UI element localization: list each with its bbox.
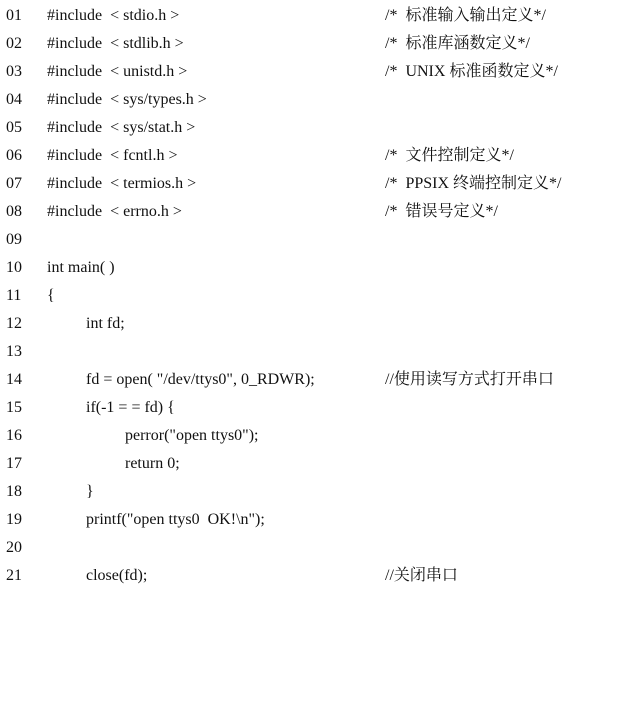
line-number: 20	[6, 539, 22, 556]
code-line-17	[0, 450, 619, 478]
code-text: #include < errno.h >	[47, 203, 182, 220]
line-number: 02	[6, 35, 22, 52]
line-number: 05	[6, 119, 22, 136]
code-text: perror("open ttys0");	[125, 427, 259, 444]
line-number: 04	[6, 91, 22, 108]
code-comment: //使用读写方式打开串口	[385, 371, 554, 388]
line-number: 07	[6, 175, 22, 192]
line-number: 01	[6, 7, 22, 24]
code-line-14	[0, 366, 619, 394]
code-line-13	[0, 338, 619, 366]
code-line-01	[0, 2, 619, 30]
code-line-04	[0, 86, 619, 114]
code-text: #include < stdio.h >	[47, 7, 180, 24]
code-line-15	[0, 394, 619, 422]
code-line-12	[0, 310, 619, 338]
code-text: int main( )	[47, 259, 115, 276]
code-comment: //关闭串口	[385, 567, 458, 584]
line-number: 19	[6, 511, 22, 528]
code-text: #include < sys/types.h >	[47, 91, 207, 108]
code-line-16	[0, 422, 619, 450]
code-line-08	[0, 198, 619, 226]
code-text: #include < unistd.h >	[47, 63, 188, 80]
code-line-11	[0, 282, 619, 310]
code-text: {	[47, 287, 55, 304]
code-line-02	[0, 30, 619, 58]
code-line-18	[0, 478, 619, 506]
line-number: 13	[6, 343, 22, 360]
code-comment: /* 错误号定义*/	[385, 203, 498, 220]
code-line-07	[0, 170, 619, 198]
code-text: fd = open( "/dev/ttys0", 0_RDWR);	[86, 371, 315, 388]
line-number: 08	[6, 203, 22, 220]
code-comment: /* UNIX 标准函数定义*/	[385, 63, 558, 80]
code-text: }	[86, 483, 94, 500]
code-text: #include < sys/stat.h >	[47, 119, 196, 136]
line-number: 16	[6, 427, 22, 444]
line-number: 18	[6, 483, 22, 500]
code-line-19	[0, 506, 619, 534]
line-number: 09	[6, 231, 22, 248]
line-number: 11	[6, 287, 22, 304]
code-line-06	[0, 142, 619, 170]
code-line-03	[0, 58, 619, 86]
line-number: 17	[6, 455, 22, 472]
line-number: 03	[6, 63, 22, 80]
code-comment: /* 标准库涵数定义*/	[385, 35, 530, 52]
line-number: 21	[6, 567, 22, 584]
line-number: 10	[6, 259, 22, 276]
code-text: #include < fcntl.h >	[47, 147, 178, 164]
code-text: return 0;	[125, 455, 180, 472]
code-text: #include < stdlib.h >	[47, 35, 184, 52]
code-comment: /* 文件控制定义*/	[385, 147, 514, 164]
code-comment: /* PPSIX 终端控制定义*/	[385, 175, 562, 192]
line-number: 15	[6, 399, 22, 416]
code-text: printf("open ttys0 OK!\n");	[86, 511, 265, 528]
code-text: if(-1 = = fd) {	[86, 399, 175, 416]
code-comment: /* 标准输入输出定义*/	[385, 7, 546, 24]
code-line-21	[0, 562, 619, 590]
code-text: #include < termios.h >	[47, 175, 197, 192]
code-line-20	[0, 534, 619, 562]
code-text: close(fd);	[86, 567, 148, 584]
code-line-10	[0, 254, 619, 282]
code-text: int fd;	[86, 315, 125, 332]
code-line-09	[0, 226, 619, 254]
line-number: 12	[6, 315, 22, 332]
code-line-05	[0, 114, 619, 142]
line-number: 14	[6, 371, 22, 388]
line-number: 06	[6, 147, 22, 164]
